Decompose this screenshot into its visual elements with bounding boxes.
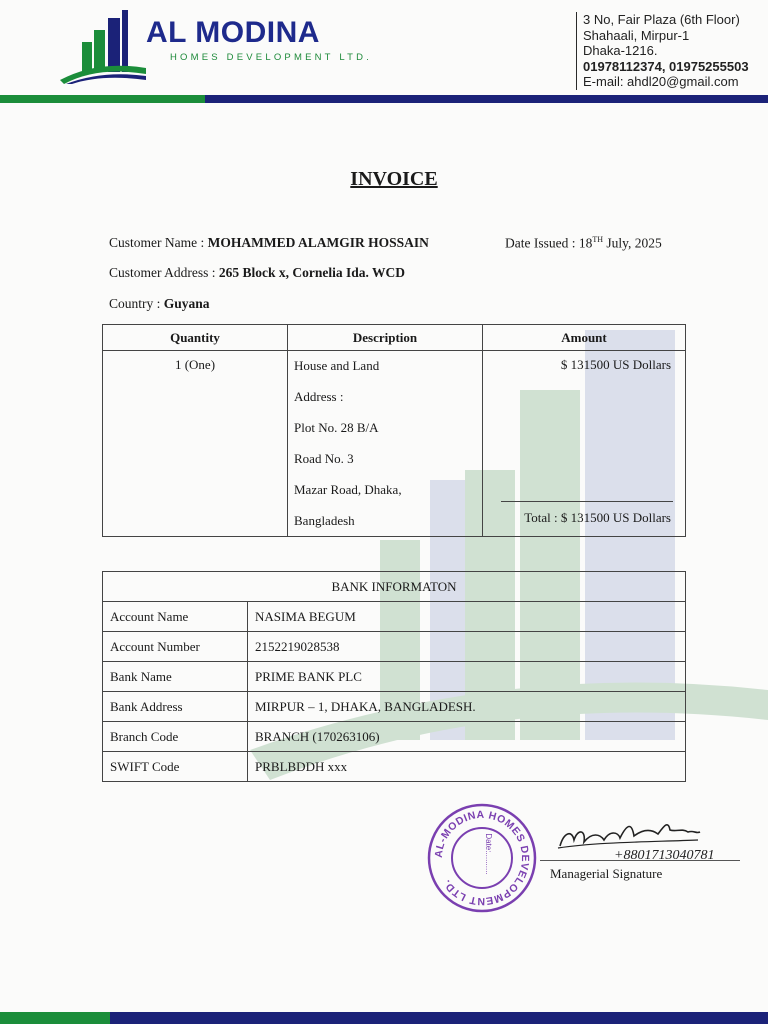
bank-label: Branch Code (103, 722, 248, 752)
bank-label: SWIFT Code (103, 752, 248, 782)
col-amount: Amount (483, 325, 686, 351)
bank-value: BRANCH (170263106) (248, 722, 686, 752)
item-amount: $ 131500 US Dollars (560, 357, 671, 372)
footer-bar-navy (110, 1012, 768, 1024)
header-bar-navy (205, 95, 768, 103)
item-row (103, 351, 686, 537)
signature-label: Managerial Signature (550, 866, 663, 881)
address-line-2: Shahaali, Mirpur-1 (583, 27, 690, 43)
description-line: Road No. 3 (294, 451, 354, 466)
description-line: Address : (294, 389, 344, 404)
date-rest: July, 2025 (603, 235, 662, 251)
bank-row (103, 692, 686, 722)
bank-value: 2152219028538 (248, 632, 686, 662)
customer-name-row (109, 235, 429, 251)
bank-value: NASIMA BEGUM (248, 602, 686, 632)
bank-row (103, 602, 686, 632)
bank-value: PRIME BANK PLC (248, 662, 686, 692)
bank-info-table (102, 571, 686, 782)
date-label: Date Issued : 18 (505, 235, 593, 251)
bank-value: MIRPUR – 1, DHAKA, BANGLADESH. (248, 692, 686, 722)
company-subtitle: HOMES DEVELOPMENT LTD. (170, 52, 373, 63)
company-contact (576, 12, 749, 90)
bank-row (103, 722, 686, 752)
date-superscript: TH (592, 235, 604, 244)
total-amount: Total : $ 131500 US Dollars (501, 501, 673, 526)
bank-label: Account Number (103, 632, 248, 662)
customer-address: 265 Block x, Cornelia Ida. WCD (218, 265, 406, 280)
col-description: Description (288, 325, 483, 351)
customer-address-row (109, 265, 405, 281)
handwritten-signature (548, 812, 738, 862)
items-table (102, 324, 686, 537)
date-issued (505, 235, 662, 252)
item-quantity: 1 (One) (103, 351, 288, 537)
bank-header-row (103, 572, 686, 602)
signature-line (540, 860, 740, 861)
footer-bar-green (0, 1012, 120, 1024)
phone-numbers: 01978112374, 01975255503 (583, 58, 749, 74)
address-line-3: Dhaka-1216. (583, 43, 658, 58)
company-logo-icon (58, 8, 148, 84)
email: E-mail: ahdl20@gmail.com (583, 74, 739, 89)
bank-value: PRBLBDDH xxx (248, 752, 686, 782)
item-description (288, 351, 483, 537)
header-bar-green (0, 95, 210, 103)
description-line: House and Land (294, 358, 380, 373)
description-line: Bangladesh (294, 513, 355, 528)
country-row (109, 296, 210, 312)
bank-label: Bank Name (103, 662, 248, 692)
svg-text:+8801713040781: +8801713040781 (614, 848, 715, 862)
customer-name: MOHAMMED ALAMGIR HOSSAIN (207, 235, 429, 250)
svg-text:AL-MODINA HOMES DEVELOPMENT LT: AL-MODINA HOMES DEVELOPMENT LTD. (432, 808, 532, 908)
item-amount-cell (483, 351, 686, 537)
bank-label: Bank Address (103, 692, 248, 722)
company-seal-stamp (426, 802, 538, 914)
description-line: Plot No. 28 B/A (294, 420, 379, 435)
items-header-row (103, 325, 686, 351)
bank-row (103, 662, 686, 692)
country-label: Country : (109, 296, 164, 311)
company-name: AL MODINA (146, 16, 320, 49)
invoice-title: INVOICE (350, 168, 438, 190)
address-line-1: 3 No, Fair Plaza (6th Floor) (583, 12, 740, 27)
country: Guyana (163, 296, 210, 311)
col-quantity: Quantity (103, 325, 288, 351)
bank-row (103, 632, 686, 662)
bank-row (103, 752, 686, 782)
svg-text:Date:..........: Date:.......... (484, 833, 493, 875)
bank-label: Account Name (103, 602, 248, 632)
customer-address-label: Customer Address : (109, 265, 219, 280)
customer-name-label: Customer Name : (109, 235, 208, 250)
description-line: Mazar Road, Dhaka, (294, 482, 402, 497)
bank-info-title: BANK INFORMATON (103, 572, 686, 602)
